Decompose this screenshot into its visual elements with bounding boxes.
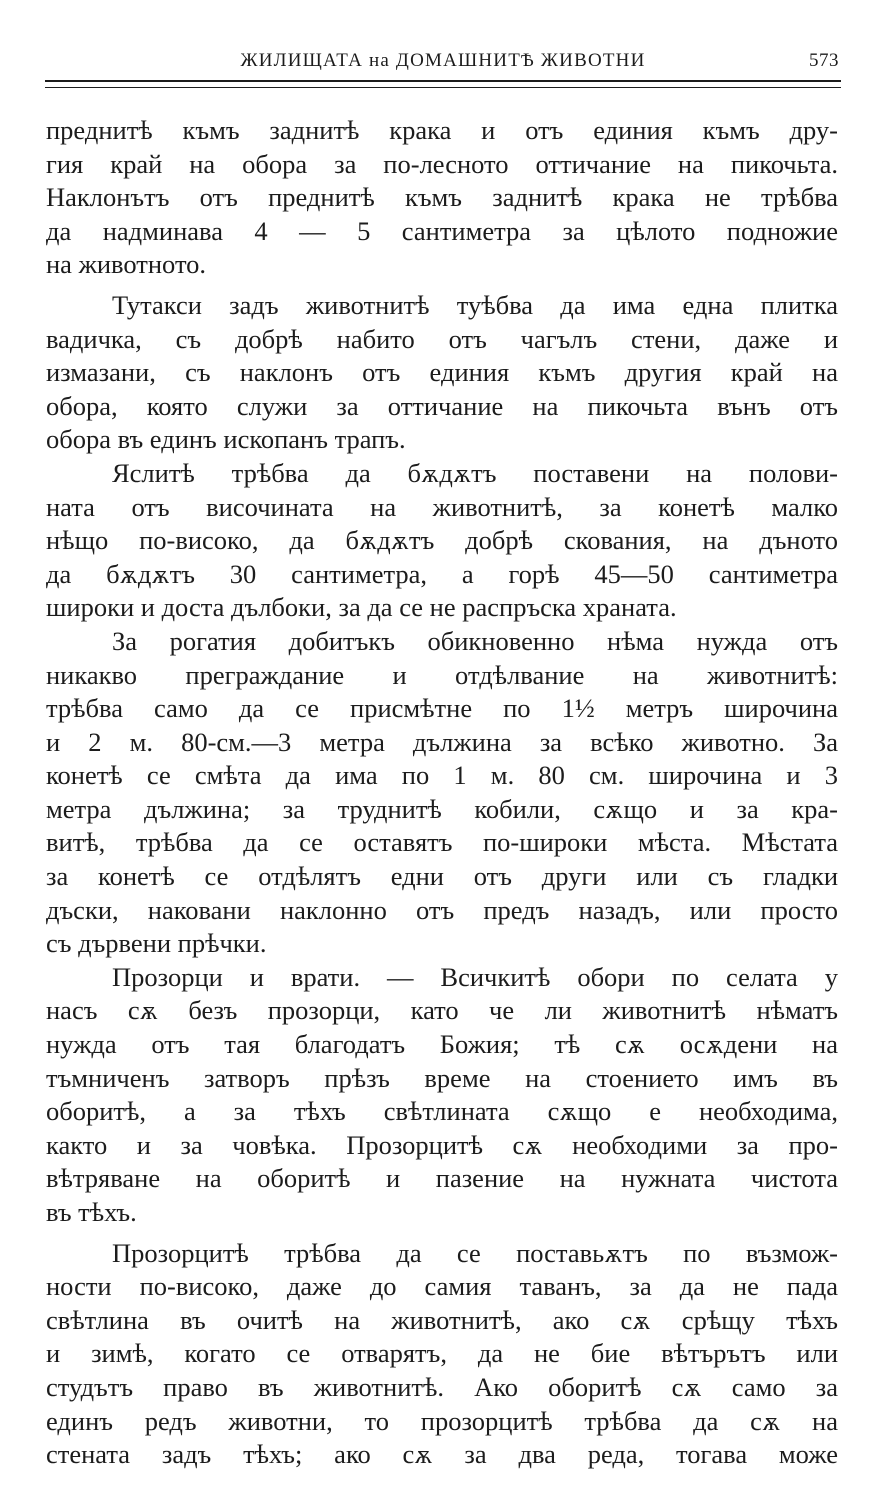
text-line: тъмниченъ затворъ прѣзъ време на стоението имъ въ [46,1062,838,1093]
body-text [46,114,838,1472]
paragraph [46,289,838,457]
paragraph [46,625,838,961]
text-line: да надминава 4 — 5 сантиметра за цѣлото подножие [46,215,838,246]
running-title: ЖИЛИЩАТА на ДОМАШНИТѢ ЖИВОТНИ [240,50,646,71]
text-line: и 2 м. 80-см.—3 метра дължина за всѣко животно. За [46,726,838,757]
text-line: вѣтряване на оборитѣ и пазение на нужната чистота [46,1163,838,1194]
text-line: конетѣ се смѣта да има по 1 м. 80 см. широчина и 3 [46,760,838,791]
paragraph [46,961,838,1230]
running-head [45,46,841,76]
text-line: нужда отъ тая благодатъ Божия; тѣ сѫ осѫдени на [46,1029,838,1060]
text-line: въ тѣхъ. [46,1197,137,1227]
text-line: измазани, съ наклонъ отъ единия къмъ другия край на [46,357,838,388]
text-line: Тутакси задъ животнитѣ туѣбва да има една плитка [112,289,838,320]
text-line: витѣ, трѣбва да се оставятъ по-широки мѣста. Мѣстата [46,827,838,858]
text-line: Яслитѣ трѣбва да бѫдѫтъ поставени на полови- [112,457,838,488]
text-line: на животното. [46,249,207,280]
text-line: преднитѣ къмъ заднитѣ крака и отъ единия къмъ дру- [46,115,838,145]
paragraph [46,457,838,625]
text-line: нѣщо по-високо, да бѫдѫтъ добрѣ скования, на дъното [46,525,838,556]
text-line: гия край на обора за по-лесното оттичание на пикочьта. [46,148,838,179]
page-number: 573 [809,50,839,71]
text-line: Прозорци и врати. — Всичкитѣ обори по селата у [112,961,838,992]
header-rule-thin [45,87,841,88]
text-line: насъ сѫ безъ прозорци, като че ли животнитѣ нѣматъ [46,995,838,1026]
text-line: единъ редъ животни, то прозорцитѣ трѣбва да сѫ на [46,1405,838,1436]
text-line: дъски, наковани наклонно отъ предъ назадъ, или просто [46,894,838,925]
text-line: широки и доста дълбоки, за да се не распръска храната. [46,592,677,623]
text-line: Прозорцитѣ трѣбва да се поставьѫтъ по възмож- [112,1237,838,1268]
text-line: за конетѣ се отдѣлятъ едни отъ други или съ гладки [46,861,838,892]
paragraph [46,1237,838,1472]
text-line: Наклонътъ отъ преднитѣ къмъ заднитѣ крака не трѣбва [46,182,838,213]
text-line: както и за човѣка. Прозорцитѣ сѫ необходими за про- [46,1129,838,1160]
text-line: съ дървени прѣчки. [46,928,267,959]
text-line: метра дължина; за труднитѣ кобили, сѫщо и за кра- [46,793,838,824]
text-line: вадичка, съ добрѣ набито отъ чагълъ стени, даже и [46,323,838,354]
text-line: обора, която служи за оттичание на пикочьта вънъ отъ [46,390,838,421]
text-line: трѣбва само да се присмѣтне по 1½ метръ широчина [46,693,838,724]
text-line: свѣтлина въ очитѣ на животнитѣ, ако сѫ срѣщу тѣхъ [46,1304,838,1335]
text-line: и зимѣ, когато се отварятъ, да не бие вѣтърътъ или [46,1338,838,1369]
text-line: стената задъ тѣхъ; ако сѫ за два реда, тогава може [46,1439,838,1470]
text-line: да бѫдѫтъ 30 сантиметра, а горѣ 45—50 сантиметра [46,558,838,589]
text-line: ности по-високо, даже до самия таванъ, за да не пада [46,1271,838,1302]
paragraph [46,114,838,282]
header-rule-thick [45,80,841,82]
text-line: никакво преграждание и отдѣлвание на животнитѣ: [46,659,838,690]
text-line: обора въ единъ ископанъ трапъ. [46,424,406,455]
text-line: ната отъ височината на животнитѣ, за конетѣ малко [46,491,838,522]
text-line: студътъ право въ животнитѣ. Ако оборитѣ сѫ само за [46,1371,838,1402]
text-line: оборитѣ, а за тѣхъ свѣтлината сѫщо е необходима, [46,1096,838,1127]
text-line: За рогатия добитъкъ обикновенно нѣма нужда отъ [112,625,838,656]
